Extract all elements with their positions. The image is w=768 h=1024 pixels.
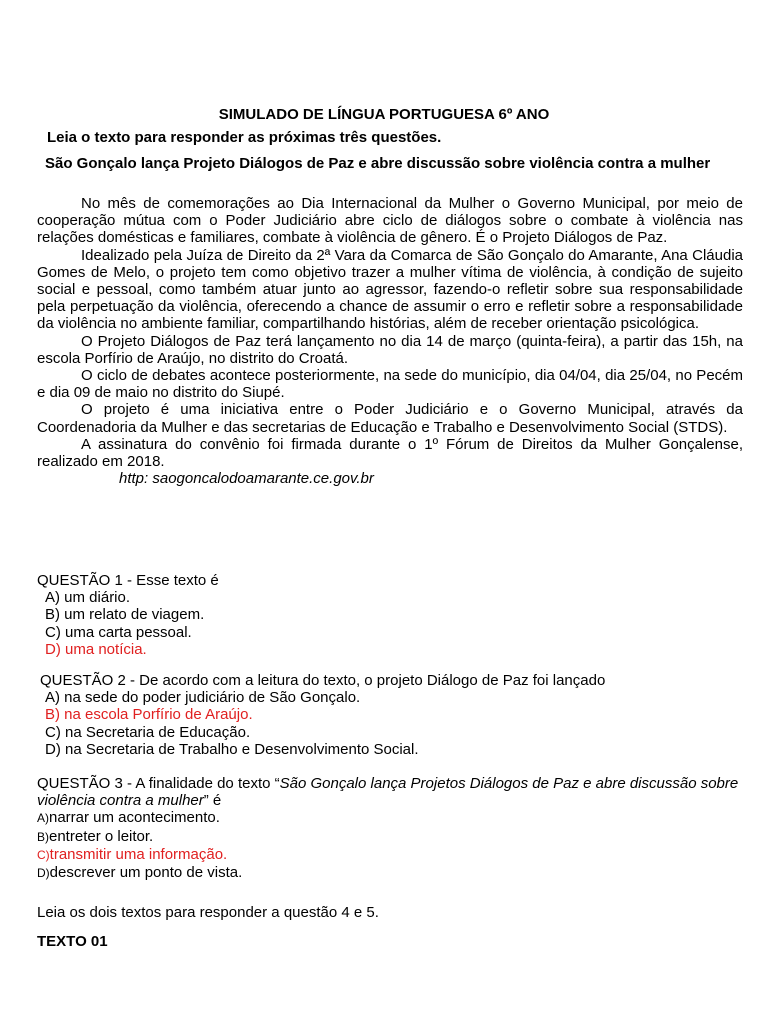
question-1-option-a: A) um diário. [45,589,131,607]
question-1-option-b: B) um relato de viagem. [45,606,205,624]
question-1-option-c: C) uma carta pessoal. [45,623,192,641]
option-text: narrar um acontecimento. [49,809,220,827]
question-3-stem-prefix: QUESTÃO 3 - A finalidade do texto “ [37,775,280,792]
option-letter: C) [37,847,50,862]
article-paragraph: O ciclo de debates acontece posteriormente, na sede do município, dia 04/04, dia 25/04, no Pecém e dia 09 de maio no distrito do Siupé. [37,367,743,402]
option-text: entreter o leitor. [49,827,154,845]
option-text: transmitir uma informação. [49,845,228,863]
question-2-option-a: A) na sede do poder judiciário de São Gonçalo. [45,689,361,707]
article-headline: São Gonçalo lança Projeto Diálogos de Paz e abre discussão sobre violência contra a mulher [45,155,711,172]
question-3-option-b [37,828,743,846]
question-3-option-d [37,864,743,882]
article-paragraph: No mês de comemorações ao Dia Internacional da Mulher o Governo Municipal, por meio de cooperação mútua com o Poder Judiciário abre ciclo de diálogos sobre o combate à violência nas relações domésticas e familiares, combate à violência de gênero. É o Projeto Diálogos de Paz. [37,195,743,247]
option-text: descrever um ponto de vista. [49,864,243,882]
question-3-option-a [37,809,743,827]
article-body [37,195,743,487]
question-1-stem: QUESTÃO 1 - Esse texto é [37,572,219,589]
option-letter: B) [37,829,49,844]
article-paragraph: A assinatura do convênio foi firmada durante o 1º Fórum de Direitos da Mulher Gonçalense, realizado em 2018. [37,435,743,471]
question-2-option-c: C) na Secretaria de Educação. [45,723,251,741]
article-source: http: saogoncalodoamarante.ce.gov.br [119,470,374,488]
second-instruction: Leia os dois textos para responder a questão 4 e 5. [37,904,379,921]
article-paragraph: Idealizado pela Juíza de Direito da 2ª Vara da Comarca de São Gonçalo do Amarante, Ana Cláudia Gomes de Melo, o projeto tem como objetivo trazer a mulher vítima de violência, à condição de sujeito social e pessoal, como também atuar junto ao agressor, fazendo-o refletir sobre sua responsabilidade pela perpetuação da violência, oferecendo a chance de assumir o erro e refletir sobre a responsabilidade da violência no ambiente familiar, compartilhando histórias, além de receber orientação psicológica. [37,246,743,333]
text-01-label: TEXTO 01 [37,933,108,950]
question-3-stem-suffix: ” é [203,792,222,810]
question-1-option-d-answer: D) uma notícia. [45,640,147,658]
question-2 [37,672,743,758]
reading-instruction: Leia o texto para responder as próximas três questões. [47,129,442,146]
question-3-option-c-answer [37,846,743,864]
question-3-stem [37,775,743,809]
question-1 [37,572,743,658]
option-letter: D) [37,866,50,881]
question-2-option-b-answer: B) na escola Porfírio de Araújo. [45,706,253,724]
option-letter: A) [37,811,49,826]
article-paragraph: O projeto é uma iniciativa entre o Poder Judiciário e o Governo Municipal, através da Coordenadoria da Mulher e das secretarias de Educação e Trabalho e Desenvolvimento Social (STDS). [37,401,743,436]
article-paragraph: O Projeto Diálogos de Paz terá lançamento no dia 14 de março (quinta-feira), a partir das 15h, na escola Porfírio de Araújo, no distrito do Croatá. [37,332,743,367]
page-title: SIMULADO DE LÍNGUA PORTUGUESA 6º ANO [218,106,550,123]
question-3 [37,775,743,882]
question-3-quoted-title: São Gonçalo lança Projetos Diálogos de Paz e abre discussão sobre violência contra a mulher [37,775,739,810]
question-2-stem: QUESTÃO 2 - De acordo com a leitura do texto, o projeto Diálogo de Paz foi lançado [40,672,606,689]
question-2-option-d: D) na Secretaria de Trabalho e Desenvolvimento Social. [45,740,419,758]
